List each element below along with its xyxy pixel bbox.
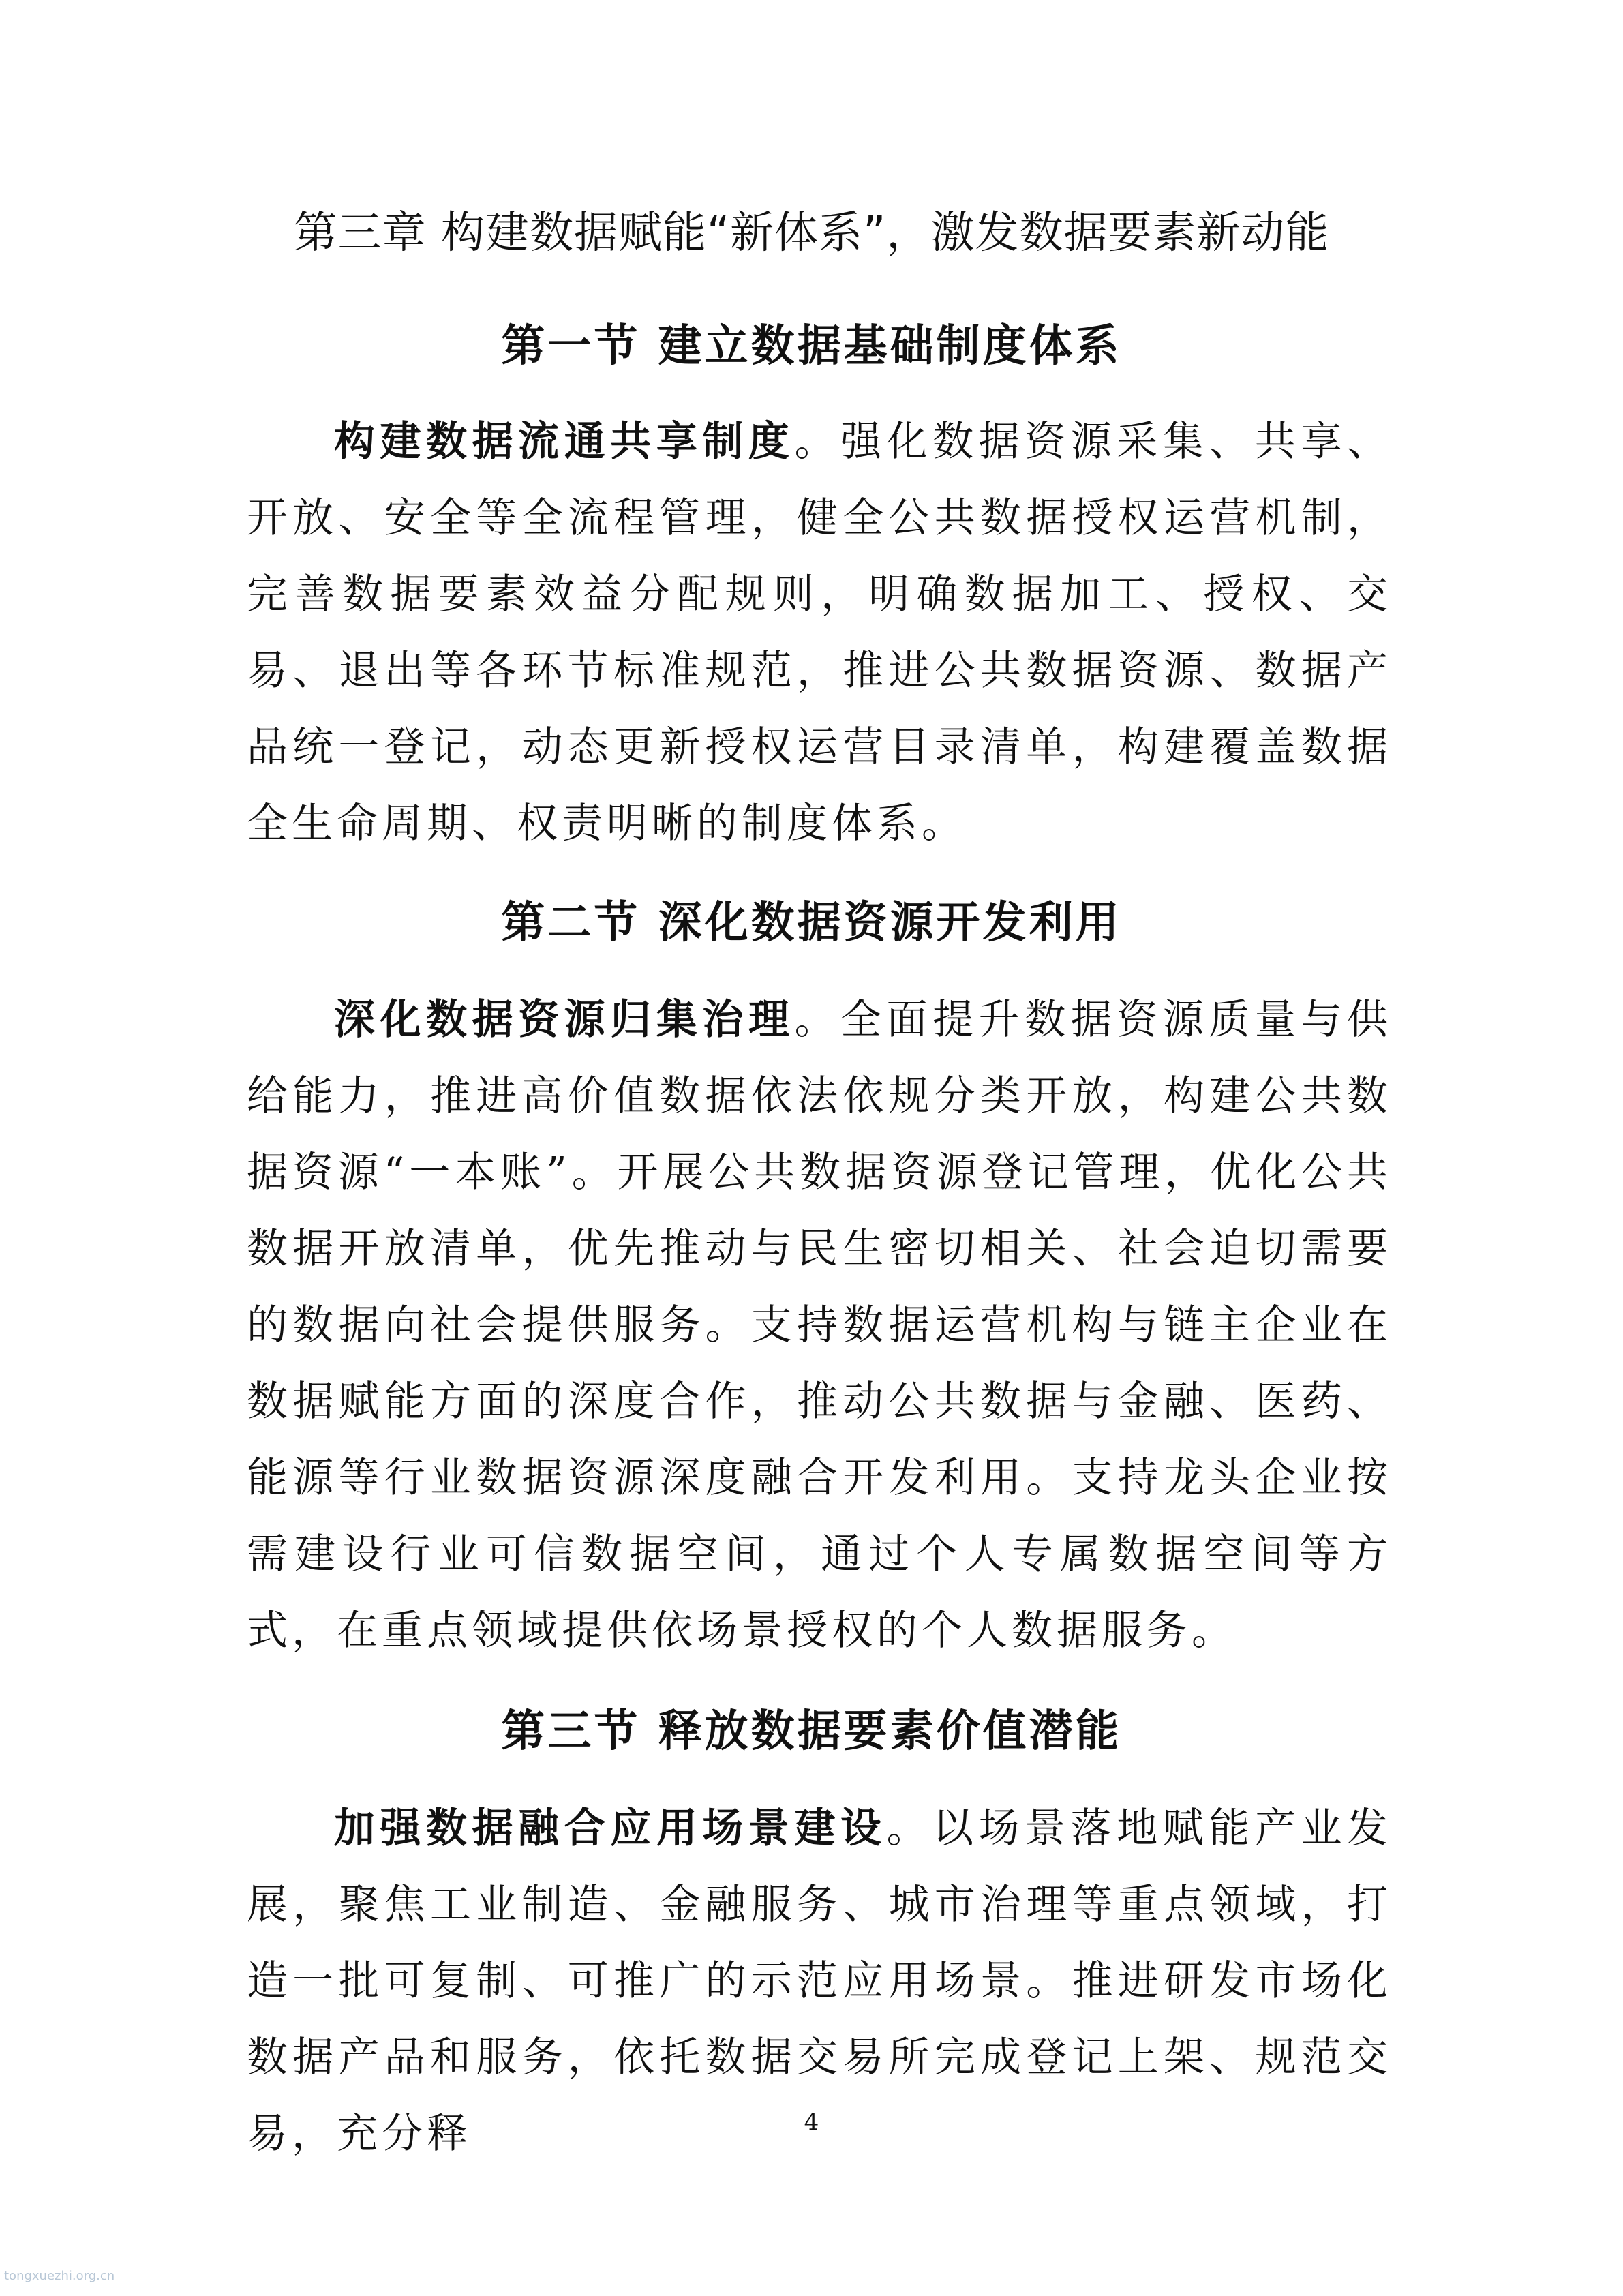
section-1-paragraph xyxy=(247,404,1392,862)
section-2-lead: 深化数据资源归集治理 xyxy=(334,996,795,1044)
section-1-heading: 第一节 建立数据基础制度体系 xyxy=(501,321,1122,372)
chapter-title: 第三章 构建数据赋能“新体系”，激发数据要素新动能 xyxy=(293,208,1330,258)
section-2-paragraph xyxy=(247,982,1392,1669)
watermark: tongxuezhi.org.cn xyxy=(4,2269,115,2283)
section-1-text: 。强化数据资源采集、共享、开放、安全等全流程管理，健全公共数据授权运营机制，完善数据要素效益分配规则，明确数据加工、授权、交易、退出等各环节标准规范，推进公共数据资源、数据产品统一登记，动态更新授权运营目录清单，构建覆盖数据全生命周期、权责明晰的制度体系。 xyxy=(247,418,1393,847)
section-3-text: 。以场景落地赋能产业发展，聚焦工业制造、金融服务、城市治理等重点领域，打造一批可复制、可推广的示范应用场景。推进研发市场化数据产品和服务，依托数据交易所完成登记上架、规范交易，充分释 xyxy=(247,1804,1393,2158)
page-number: 4 xyxy=(804,2109,819,2136)
section-2-heading: 第二节 深化数据资源开发利用 xyxy=(501,898,1122,948)
section-1-lead: 构建数据流通共享制度 xyxy=(334,418,795,466)
section-2-text: 。全面提升数据资源质量与供给能力，推进高价值数据依法依规分类开放，构建公共数据资源“一本账”。开展公共数据资源登记管理，优化公共数据开放清单，优先推动与民生密切相关、社会迫切需要的数据向社会提供服务。支持数据运营机构与链主企业在数据赋能方面的深度合作，推动公共数据与金融、医药、能源等行业数据资源深度融合开发利用。支持龙头企业按需建设行业可信数据空间，通过个人专属数据空间等方式，在重点领域提供依场景授权的个人数据服务。 xyxy=(247,996,1393,1655)
section-3-heading: 第三节 释放数据要素价值潜能 xyxy=(501,1706,1122,1757)
section-3-lead: 加强数据融合应用场景建设 xyxy=(334,1804,887,1852)
